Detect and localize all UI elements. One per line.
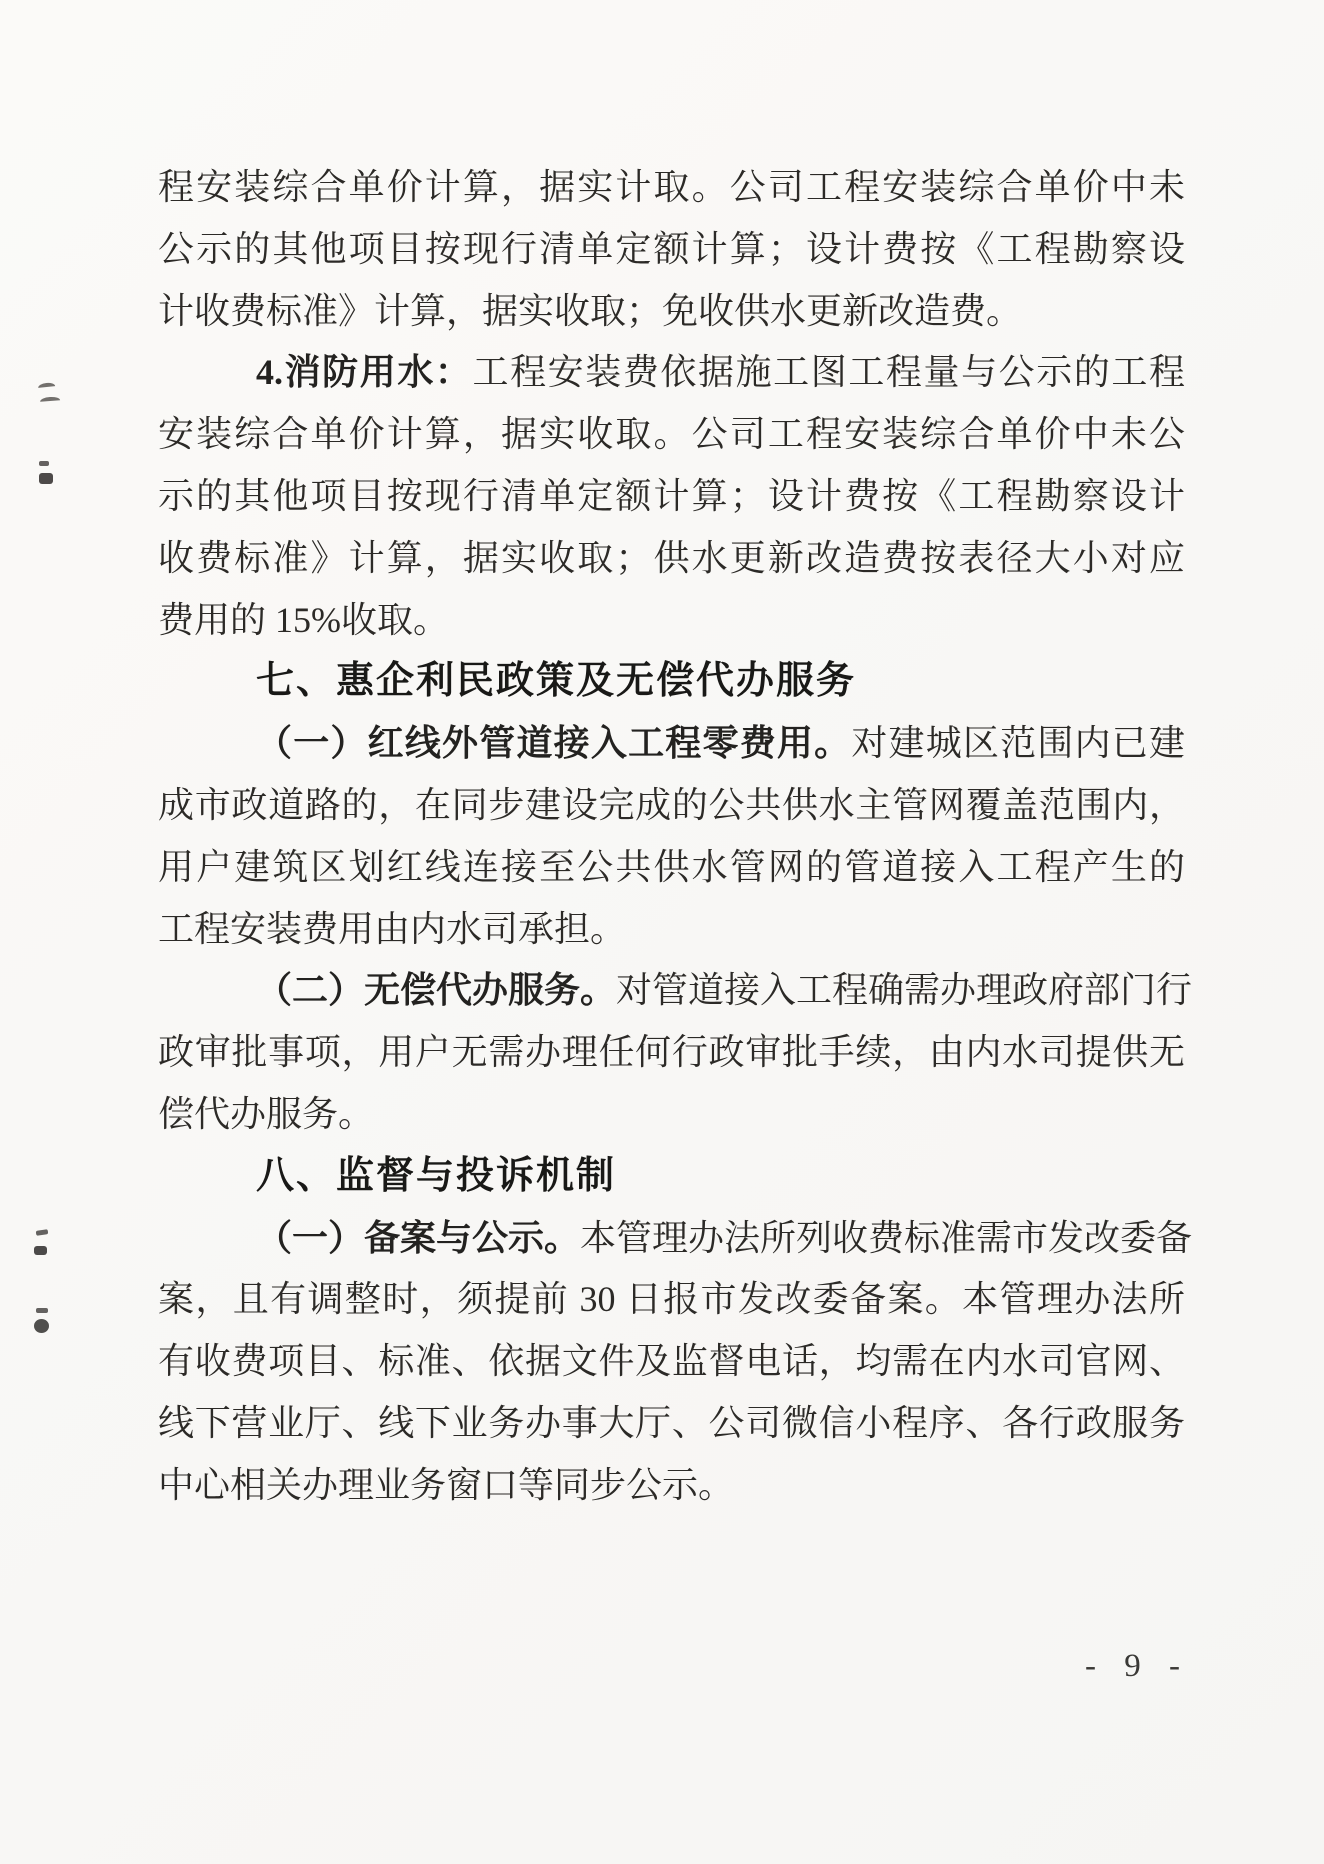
body-text: 用户建筑区划红线连接至公共供水管网的管道接入工程产生的 bbox=[158, 846, 1185, 887]
section-heading bbox=[158, 1146, 1185, 1208]
text-line bbox=[158, 713, 1185, 775]
body-text: 八、监督与投诉机制 bbox=[256, 1154, 617, 1197]
text-line bbox=[158, 1084, 1185, 1146]
body-text: 案，且有调整时，须提前 30 日报市发改委备案。本管理办法所 bbox=[158, 1279, 1185, 1320]
text-line bbox=[158, 837, 1185, 899]
text-line bbox=[158, 1455, 1185, 1517]
body-text: 有收费项目、标准、依据文件及监督电话，均需在内水司官网、 bbox=[158, 1341, 1185, 1382]
text-line bbox=[158, 1269, 1185, 1331]
scan-smudge-mark bbox=[39, 461, 49, 466]
emphasis-text: （一）备案与公示。 bbox=[256, 1217, 581, 1258]
body-text: 收费标准》计算，据实收取；供水更新改造费按表径大小对应 bbox=[158, 537, 1185, 578]
text-line bbox=[158, 1022, 1185, 1084]
scan-smudge-mark bbox=[34, 1246, 47, 1255]
scan-smudge-mark bbox=[38, 382, 55, 388]
text-line bbox=[158, 281, 1185, 343]
body-text: 中心相关办理业务窗口等同步公示。 bbox=[158, 1464, 735, 1505]
scan-smudge-mark bbox=[36, 1308, 48, 1313]
body-text: 七、惠企利民政策及无偿代办服务 bbox=[256, 660, 857, 703]
scan-smudge-mark bbox=[39, 473, 53, 484]
body-text: 费用的 15%收取。 bbox=[158, 599, 449, 640]
body-text: 工程安装费依据施工图工程量与公示的工程 bbox=[472, 352, 1185, 393]
text-line bbox=[158, 157, 1185, 219]
body-text: 对管道接入工程确需办理政府部门行 bbox=[616, 970, 1193, 1011]
text-line bbox=[158, 960, 1193, 1022]
section-heading bbox=[158, 651, 1185, 713]
body-text: 成市政道路的，在同步建设完成的公共供水主管网覆盖范围内， bbox=[158, 784, 1185, 825]
body-text: 偿代办服务。 bbox=[158, 1093, 375, 1134]
text-line bbox=[158, 342, 1185, 404]
emphasis-text: （二）无偿代办服务。 bbox=[256, 970, 617, 1011]
body-text: 本管理办法所列收费标准需市发改委备 bbox=[580, 1217, 1193, 1258]
text-line bbox=[158, 1331, 1185, 1393]
page-number: - 9 - bbox=[1085, 1648, 1190, 1684]
body-text: 计收费标准》计算，据实收取；免收供水更新改造费。 bbox=[158, 290, 1023, 331]
text-line bbox=[158, 590, 1185, 652]
scan-smudge-mark bbox=[40, 396, 60, 401]
text-line bbox=[158, 219, 1185, 281]
text-line bbox=[158, 899, 1185, 961]
text-line bbox=[158, 1393, 1185, 1455]
emphasis-text: 4.消防用水： bbox=[256, 352, 473, 393]
text-line bbox=[158, 466, 1185, 528]
document-text bbox=[158, 157, 1193, 1517]
text-line bbox=[158, 528, 1185, 590]
body-text: 政审批事项，用户无需办理任何行政审批手续，由内水司提供无 bbox=[158, 1032, 1185, 1073]
body-text: 程安装综合单价计算，据实计取。公司工程安装综合单价中未 bbox=[158, 167, 1185, 207]
text-line bbox=[158, 404, 1185, 466]
body-text: 安装综合单价计算，据实收取。公司工程安装综合单价中未公 bbox=[158, 414, 1185, 455]
text-line bbox=[158, 1208, 1193, 1270]
scan-smudge-mark bbox=[34, 1319, 49, 1333]
body-text: 公示的其他项目按现行清单定额计算；设计费按《工程勘察设 bbox=[158, 228, 1185, 269]
body-text: 线下营业厅、线下业务办事大厅、公司微信小程序、各行政服务 bbox=[158, 1402, 1185, 1443]
body-text: 对建城区范围内已建 bbox=[851, 723, 1185, 764]
body-text: 工程安装费用由内水司承担。 bbox=[158, 908, 627, 949]
body-text: 示的其他项目按现行清单定额计算；设计费按《工程勘察设计 bbox=[158, 475, 1185, 516]
scan-smudge-mark bbox=[36, 1229, 49, 1236]
emphasis-text: （一）红线外管道接入工程零费用。 bbox=[256, 723, 852, 764]
text-line bbox=[158, 775, 1185, 837]
